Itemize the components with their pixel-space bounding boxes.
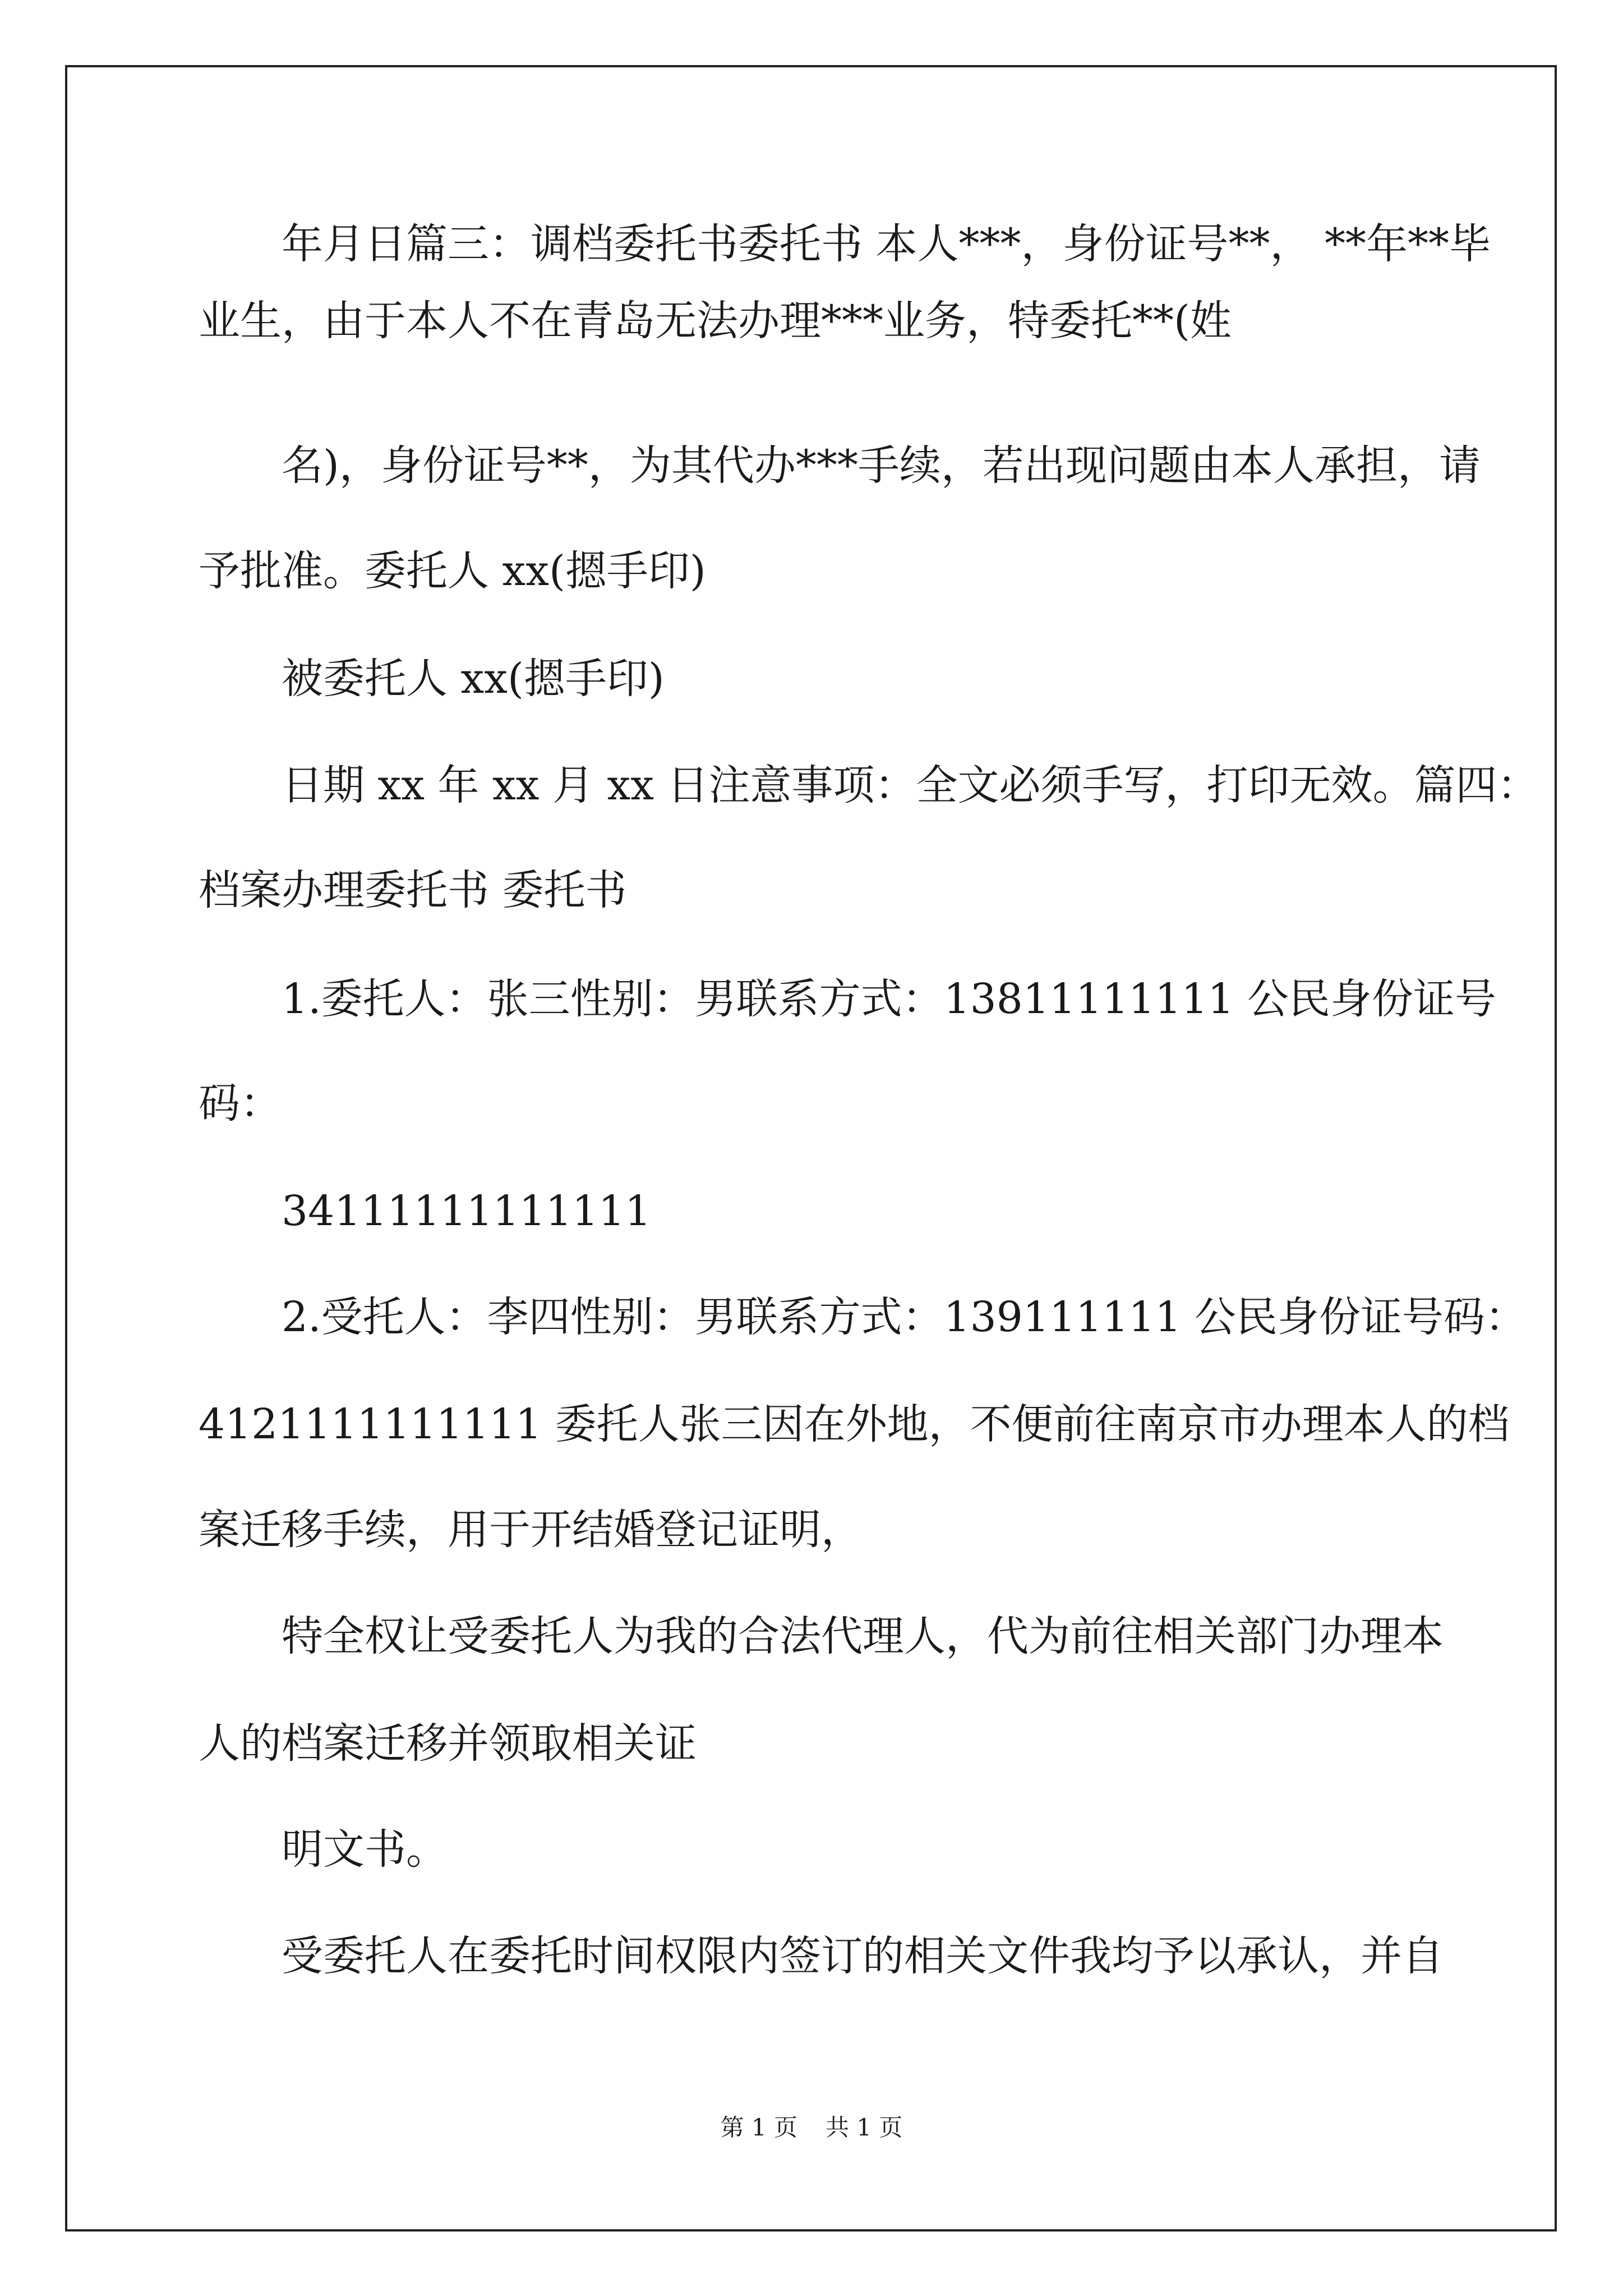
text-line: 年月日篇三：调档委托书委托书 本人***，身份证号**， **年**毕 [282, 220, 1491, 268]
text-line: 码： [199, 1079, 282, 1128]
page-footer [0, 2109, 1623, 2143]
text-line: 2.受托人：李四性别：男联系方式：139111111 公民身份证号码： [282, 1293, 1527, 1341]
page-total: 共 1 页 [826, 2114, 903, 2141]
text-line: 特全权让受委托人为我的合法代理人，代为前往相关部门办理本 [282, 1612, 1444, 1660]
text-line: 日期 xx 年 xx 月 xx 日注意事项：全文必须手写，打印无效。篇四： [282, 761, 1539, 809]
text-line: 受委托人在委托时间权限内签订的相关文件我均予以承认，并自 [282, 1932, 1444, 1980]
text-line: 被委托人 xx(摁手印) [282, 655, 665, 703]
page-number: 第 1 页 [720, 2114, 797, 2141]
text-line: 档案办理委托书 委托书 [199, 866, 627, 914]
text-line: 明文书。 [282, 1825, 448, 1874]
text-line: 1.委托人：张三性别：男联系方式：13811111111 公民身份证号 [282, 975, 1497, 1023]
text-line: 34111111111111 [282, 1187, 652, 1235]
text-line: 4121111111111 委托人张三因在外地，不便前往南京市办理本人的档 [199, 1400, 1510, 1448]
text-line: 人的档案迁移并领取相关证 [199, 1719, 697, 1768]
text-line: 案迁移手续，用于开结婚登记证明， [199, 1506, 863, 1554]
text-line: 业生，由于本人不在青岛无法办理***业务，特委托**(姓 [199, 297, 1232, 345]
page-border [65, 65, 1557, 2231]
text-line: 名)，身份证号**，为其代办***手续，若出现问题由本人承担，请 [282, 441, 1481, 490]
text-line: 予批准。委托人 xx(摁手印) [199, 547, 706, 595]
